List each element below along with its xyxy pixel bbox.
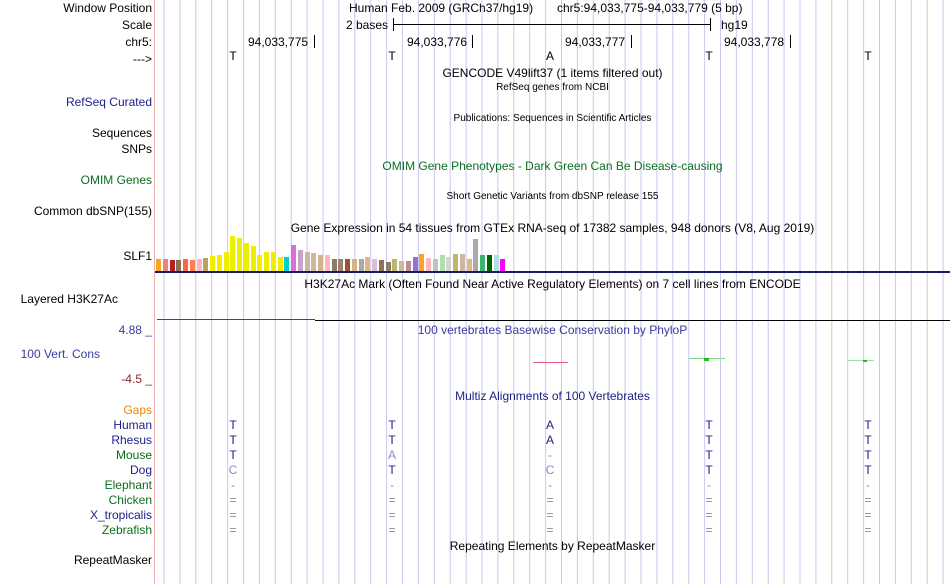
alignment-base: =: [546, 508, 554, 522]
species-label[interactable]: Elephant: [104, 478, 152, 492]
gtex-tissue-bar[interactable]: [284, 257, 289, 271]
omim-track-label[interactable]: OMIM Genes: [80, 173, 152, 187]
gtex-tissue-bar[interactable]: [197, 259, 202, 271]
gaps-label[interactable]: Gaps: [123, 403, 152, 417]
gtex-tissue-bar[interactable]: [332, 259, 337, 271]
gtex-tissue-bar[interactable]: [460, 254, 465, 271]
gtex-tissue-bar[interactable]: [473, 239, 478, 271]
gtex-tissue-bar[interactable]: [156, 259, 161, 271]
species-label[interactable]: Rhesus: [111, 433, 152, 447]
cons-signal: [848, 360, 874, 361]
cons-signal: [533, 362, 568, 363]
gtex-tissue-bar[interactable]: [433, 259, 438, 271]
gtex-track-title[interactable]: Gene Expression in 54 tissues from GTEx RNA-seq of 17382 samples, 948 donors (V8, Aug 2019): [290, 221, 815, 235]
publications-track-label[interactable]: Sequences: [91, 126, 152, 140]
refseq-track-label[interactable]: RefSeq Curated: [65, 95, 152, 109]
species-label[interactable]: Human: [113, 418, 152, 432]
gtex-tissue-bar[interactable]: [163, 259, 168, 271]
gtex-tissue-bar[interactable]: [244, 243, 249, 271]
gtex-tissue-bar[interactable]: [183, 259, 188, 271]
alignment-base: =: [388, 508, 396, 522]
cons-signal: [704, 358, 709, 361]
alignment-base: C: [228, 463, 238, 477]
gtex-tissue-bar[interactable]: [379, 260, 384, 271]
assembly-title: Human Feb. 2009 (GRCh37/hg19): [349, 1, 534, 15]
gencode-track-title[interactable]: GENCODE V49lift37 (1 items filtered out): [442, 66, 663, 80]
alignment-base: T: [705, 463, 713, 477]
gtex-tissue-bar[interactable]: [372, 259, 377, 271]
gtex-tissue-bar[interactable]: [392, 259, 397, 271]
gtex-tissue-bar[interactable]: [291, 245, 296, 271]
gtex-tissue-bar[interactable]: [318, 255, 323, 271]
ref-base: T: [388, 49, 396, 63]
h3k27ac-track-title[interactable]: H3K27Ac Mark (Often Found Near Active Regulatory Elements) on 7 cell lines from ENCODE: [304, 277, 801, 291]
alignment-base: T: [705, 418, 713, 432]
gtex-bar-chart[interactable]: [156, 236, 556, 271]
coord-label: 94,033,776: [407, 35, 468, 49]
multiz-track-title[interactable]: Multiz Alignments of 100 Vertebrates: [455, 389, 650, 403]
alignment-base: =: [388, 523, 396, 537]
ref-base: A: [545, 49, 554, 63]
gtex-tissue-bar[interactable]: [224, 252, 229, 271]
alignment-base: =: [229, 508, 237, 522]
rmsk-track-label[interactable]: RepeatMasker: [73, 553, 152, 567]
alignment-base: =: [864, 493, 872, 507]
ref-base: T: [705, 49, 713, 63]
alignment-base: -: [231, 478, 235, 492]
coord-tick: [790, 35, 791, 48]
alignment-base: T: [864, 433, 872, 447]
coord-label: 94,033,777: [565, 35, 626, 49]
gtex-tissue-bar[interactable]: [453, 254, 458, 271]
alignment-base: =: [705, 508, 713, 522]
gtex-tissue-bar[interactable]: [365, 257, 370, 271]
alignment-base: A: [387, 448, 396, 462]
gtex-tissue-bar[interactable]: [440, 255, 445, 271]
alignment-base: A: [545, 433, 554, 447]
coord-label: 94,033,778: [724, 35, 785, 49]
gtex-tissue-bar[interactable]: [494, 255, 499, 271]
scale-label: Scale: [121, 18, 152, 32]
strand-label: --->: [133, 52, 152, 66]
position-readout: chr5:94,033,775-94,033,779 (5 bp): [557, 1, 743, 15]
coord-tick: [472, 35, 473, 48]
window-position-label: Window Position: [63, 1, 152, 15]
dbsnp-track-desc[interactable]: Short Genetic Variants from dbSNP release 155: [446, 191, 659, 202]
cons-signal: [863, 360, 867, 362]
alignment-base: =: [229, 523, 237, 537]
alignment-base: -: [390, 478, 394, 492]
h3k27ac-signal: [157, 319, 315, 320]
alignment-base: =: [705, 523, 713, 537]
gtex-tissue-bar[interactable]: [210, 256, 215, 271]
alignment-base: T: [388, 433, 396, 447]
alignment-base: -: [548, 478, 552, 492]
dbsnp-track-label[interactable]: Common dbSNP(155): [33, 204, 152, 218]
gtex-tissue-bar[interactable]: [271, 252, 276, 271]
gtex-tissue-bar[interactable]: [230, 236, 235, 271]
cons-track-label[interactable]: 100 Vert. Cons: [20, 347, 100, 361]
gtex-tissue-bar[interactable]: [345, 259, 350, 271]
gtex-tissue-bar[interactable]: [399, 261, 404, 271]
cons-min-label: -4.5 _: [121, 372, 152, 386]
cons-max-label: 4.88 _: [118, 323, 152, 337]
gtex-tissue-bar[interactable]: [190, 260, 195, 271]
gtex-tissue-bar[interactable]: [237, 238, 242, 271]
gtex-tissue-bar[interactable]: [338, 259, 343, 271]
alignment-base: T: [864, 418, 872, 432]
gtex-tissue-bar[interactable]: [203, 258, 208, 271]
gtex-tissue-bar[interactable]: [264, 252, 269, 271]
alignment-base: T: [864, 448, 872, 462]
gtex-baseline: [155, 271, 950, 273]
alignment-base: A: [545, 418, 554, 432]
species-label[interactable]: Dog: [129, 463, 152, 477]
alignment-base: -: [548, 448, 552, 462]
gtex-tissue-bar[interactable]: [278, 257, 283, 271]
gtex-tissue-bar[interactable]: [406, 261, 411, 271]
coord-tick: [314, 35, 315, 48]
scale-text: 2 bases: [346, 18, 389, 32]
alignment-base: C: [545, 463, 555, 477]
db-label: hg19: [721, 18, 748, 32]
gtex-tissue-bar[interactable]: [359, 259, 364, 271]
chrom-label: chr5:: [125, 35, 152, 49]
ref-base: T: [864, 49, 872, 63]
gtex-tissue-bar[interactable]: [386, 262, 391, 271]
gtex-tissue-bar[interactable]: [311, 253, 316, 271]
h3k27ac-baseline: [315, 320, 950, 321]
species-label[interactable]: Chicken: [108, 493, 152, 507]
gtex-tissue-bar[interactable]: [487, 255, 492, 271]
alignment-base: T: [705, 448, 713, 462]
scale-bar-right-end: [710, 18, 711, 31]
alignment-base: -: [707, 478, 711, 492]
alignment-base: =: [705, 493, 713, 507]
gtex-tissue-bar[interactable]: [480, 255, 485, 271]
alignment-base: -: [866, 478, 870, 492]
alignment-base: T: [229, 448, 237, 462]
species-label[interactable]: Mouse: [115, 448, 152, 462]
gtex-tissue-bar[interactable]: [500, 259, 505, 271]
alignment-base: =: [229, 493, 237, 507]
gtex-gene-label[interactable]: SLF1: [123, 249, 152, 263]
gtex-tissue-bar[interactable]: [176, 260, 181, 271]
scale-bar: [393, 24, 710, 25]
gtex-tissue-bar[interactable]: [170, 260, 175, 271]
omim-track-title[interactable]: OMIM Gene Phenotypes - Dark Green Can Be Disease-causing: [382, 159, 723, 173]
rmsk-track-title[interactable]: Repeating Elements by RepeatMasker: [449, 539, 656, 553]
gtex-tissue-bar[interactable]: [257, 255, 262, 271]
alignment-base: T: [229, 433, 237, 447]
alignment-base: T: [388, 418, 396, 432]
gtex-tissue-bar[interactable]: [413, 257, 418, 271]
alignment-base: =: [546, 493, 554, 507]
ref-base: T: [229, 49, 237, 63]
alignment-base: T: [705, 433, 713, 447]
h3k27ac-track-label[interactable]: Layered H3K27Ac: [20, 292, 118, 306]
gtex-tissue-bar[interactable]: [251, 246, 256, 271]
refseq-track-desc[interactable]: RefSeq genes from NCBI: [496, 82, 609, 93]
gtex-tissue-bar[interactable]: [419, 254, 424, 271]
alignment-base: =: [546, 523, 554, 537]
species-label[interactable]: Zebrafish: [101, 523, 152, 537]
alignment-base: =: [864, 523, 872, 537]
gtex-tissue-bar[interactable]: [446, 257, 451, 271]
snps-track-label[interactable]: SNPs: [121, 142, 152, 156]
gtex-tissue-bar[interactable]: [305, 252, 310, 271]
gtex-tissue-bar[interactable]: [217, 255, 222, 271]
alignment-base: T: [229, 418, 237, 432]
alignment-base: =: [388, 493, 396, 507]
gtex-tissue-bar[interactable]: [325, 255, 330, 271]
coord-label: 94,033,775: [248, 35, 309, 49]
gtex-tissue-bar[interactable]: [426, 258, 431, 271]
gtex-tissue-bar[interactable]: [467, 259, 472, 271]
publications-track-desc[interactable]: Publications: Sequences in Scientific Articles: [453, 113, 652, 124]
gtex-tissue-bar[interactable]: [298, 250, 303, 271]
cons-track-title[interactable]: 100 vertebrates Basewise Conservation by PhyloP: [417, 323, 688, 337]
alignment-base: T: [388, 463, 396, 477]
alignment-base: T: [864, 463, 872, 477]
species-label[interactable]: X_tropicalis: [89, 508, 152, 522]
alignment-base: =: [864, 508, 872, 522]
coord-tick: [631, 35, 632, 48]
gtex-tissue-bar[interactable]: [352, 259, 357, 271]
scale-bar-left-end: [393, 18, 394, 31]
